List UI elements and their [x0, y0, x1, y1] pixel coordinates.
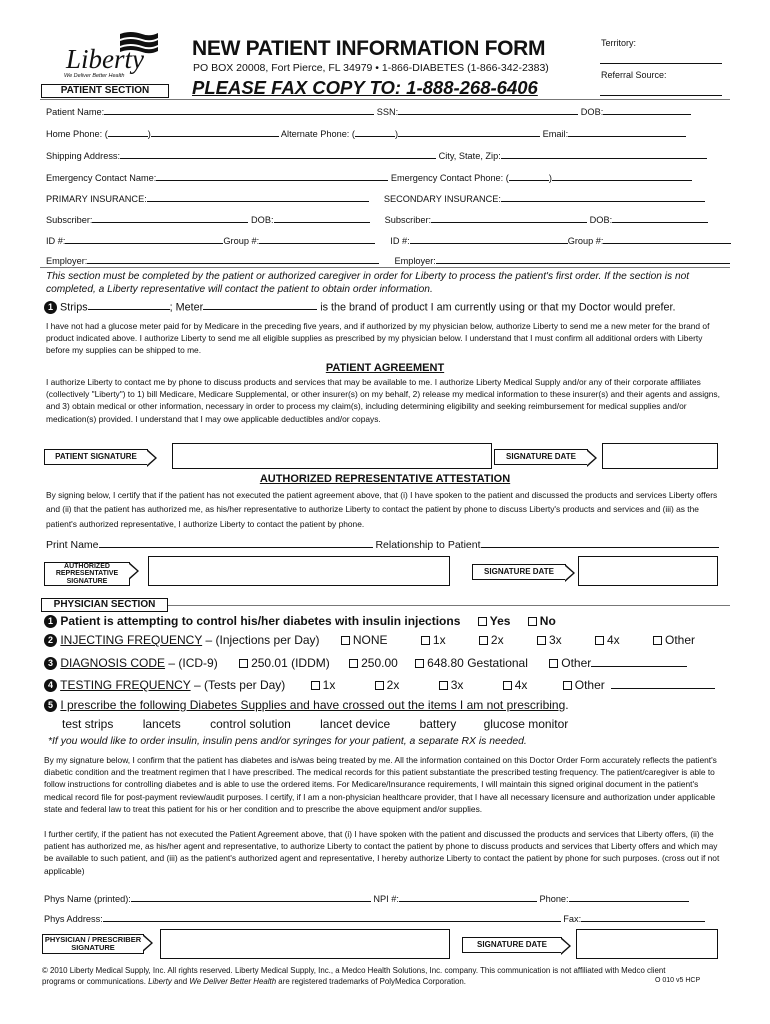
- diagnosis-code-row: [44, 656, 687, 670]
- diagnosis-code-label: DIAGNOSIS CODE: [60, 656, 166, 670]
- city-state-zip-label: City, State, Zip:: [438, 151, 501, 161]
- phys-address-row: [44, 913, 705, 924]
- patient-name-field[interactable]: [104, 106, 374, 115]
- secondary-insurance-label: SECONDARY INSURANCE:: [383, 194, 501, 204]
- home-phone-label: Home Phone: (: [46, 129, 108, 139]
- npi-field[interactable]: [399, 893, 537, 902]
- rep-signature-date-box[interactable]: [578, 556, 718, 586]
- alt-phone-label: Alternate Phone: (: [280, 129, 355, 139]
- employer2-field[interactable]: [436, 255, 730, 264]
- brand-tagline: We Deliver Better Health: [189, 977, 277, 986]
- strips-field[interactable]: [88, 301, 170, 310]
- divider: [40, 99, 730, 100]
- copyright-line-2: [42, 976, 732, 987]
- prescribe-statement: I prescribe the following Diabetes Supplies and have crossed out the items I am not prescribing: [60, 698, 566, 712]
- email-field[interactable]: [568, 128, 686, 137]
- brand-statement: is the brand of product I am currently using or that my Doctor would prefer.: [320, 301, 676, 314]
- ssn-field[interactable]: [398, 106, 578, 115]
- employer2-label: Employer:: [394, 256, 436, 266]
- brand-row: [44, 301, 675, 314]
- physician-certification: By my signature below, I confirm that the patient has diabetes and is/was being treated by me. All the information contained on this Doctor Order Form accurately reflects the patient's diabetic condition and the treatment regimen that I have prescribed. The medical records for this patient substantiate the prescribed testing frequency. The patient/caregiver is able to follow instructions for controlling diabetes and is able to use the ordered items. For Medicare/Insurance requirements, I will maintain this signed original document in the patient's medical record file for post-payment review/audit purposes. I certify, if I am a non-physician healthcare provider, that I have all necessary licensure and authorization under applicable state and federal law to treat this patient for his or her condition and to prescribe the above equipment and/or supplies.: [44, 755, 717, 814]
- shipping-row: [46, 150, 707, 161]
- insurance-header-row: [46, 193, 705, 204]
- dob-field[interactable]: [603, 106, 691, 115]
- supply-control-solution[interactable]: control solution: [210, 717, 291, 731]
- testing-other-checkbox[interactable]: [563, 681, 572, 690]
- rep-signature-date-label: SIGNATURE DATE: [472, 564, 566, 580]
- injecting-3x-checkbox[interactable]: [537, 636, 546, 645]
- completion-notice: This section must be completed by the patient or authorized caregiver in order for Liberty to process the patient's first order. If the section is not completed, a Liberty representative will contact the patient to obtain order information.: [46, 271, 690, 295]
- diag-other-field[interactable]: [591, 656, 687, 667]
- header-address: PO BOX 20008, Fort Pierce, FL 34979 • 1-866-DIABETES (1-866-342-2383): [193, 62, 549, 74]
- insulin-question-row: [44, 614, 556, 628]
- diag-250-00-checkbox[interactable]: [349, 659, 358, 668]
- and-text: and: [174, 977, 188, 986]
- physician-signature-date-label: SIGNATURE DATE: [462, 937, 562, 953]
- subscriber2-dob-label: DOB:: [589, 215, 613, 225]
- print-name-field[interactable]: [99, 539, 373, 548]
- number-3-icon: 3: [44, 657, 57, 670]
- option-label: 2x: [490, 633, 504, 647]
- print-name-label: Print Name: [46, 539, 99, 551]
- patient-section-label: PATIENT SECTION: [41, 84, 169, 98]
- copyright-line-1: © 2010 Liberty Medical Supply, Inc. All rights reserved. Liberty Medical Supply, Inc., a Medco Health Solutions, Inc. company. This communication is not affiliated with Medco client: [42, 966, 666, 975]
- supply-test-strips[interactable]: test strips: [62, 717, 114, 731]
- option-label: Other: [561, 656, 592, 670]
- supply-lancet-device[interactable]: lancet device: [320, 717, 391, 731]
- number-2-icon: 2: [44, 634, 57, 647]
- logo-tagline: We Deliver Better Health: [64, 73, 125, 79]
- option-label: 1x: [322, 678, 336, 692]
- city-state-zip-field[interactable]: [501, 150, 707, 159]
- emergency-name-field[interactable]: [156, 172, 388, 181]
- form-code: O 010 v5 HCP: [655, 977, 701, 984]
- subscriber2-label: Subscriber:: [384, 215, 432, 225]
- option-label: 250.01 (IDDM): [251, 656, 330, 670]
- relationship-field[interactable]: [481, 539, 719, 548]
- rep-signature-box[interactable]: [148, 556, 450, 586]
- emergency-name-label: Emergency Contact Name:: [46, 173, 157, 183]
- injecting-none-checkbox[interactable]: [341, 636, 350, 645]
- id-label: ID #:: [46, 236, 66, 246]
- number-5-icon: 5: [44, 699, 57, 712]
- subscriber2-dob-field[interactable]: [612, 214, 708, 223]
- supplies-list: [62, 717, 568, 731]
- dob-label: DOB:: [580, 107, 604, 117]
- patient-signature-label: PATIENT SIGNATURE: [44, 449, 148, 465]
- employer-field[interactable]: [87, 255, 379, 264]
- shipping-field[interactable]: [120, 150, 436, 159]
- patient-agreement-title: PATIENT AGREEMENT: [325, 362, 445, 374]
- subscriber-dob-label: DOB:: [251, 215, 274, 225]
- attestation-text: By signing below, I certify that if the patient has not executed the patient agreement above, that (i) I have spoken to the patient and discussed the products and services Liberty offers and (ii) that the patient has authorized me, as his/her representative to authorize Liberty to contact the patient by phone to discuss Liberty's products and services and (iii) as the patient's authorized representative, I authorize Liberty to contact the patient by phone.: [46, 490, 718, 529]
- group-field[interactable]: [259, 235, 375, 244]
- alt-phone-field[interactable]: [398, 128, 540, 137]
- testing-other-field[interactable]: [611, 678, 715, 689]
- print-name-row: [46, 539, 719, 551]
- yes-label: Yes: [489, 614, 511, 628]
- group2-label: Group #:: [567, 236, 604, 246]
- phone-row: Home Phone: ( ) Alternate Phone: ( ) Email:: [46, 128, 686, 139]
- phys-fax-label: Fax:: [563, 914, 582, 924]
- patient-agreement-text: I authorize Liberty to contact me by phone to discuss products and services that may be available to me. I authorize Liberty Medical Supply and/or any of their corporate affiliates (collectively "Liberty") to 1) bill Medicare, Medicare Supplemental, or other insurer(s) on my behalf, 2) release my medical information to these insurer(s) and their agents and assigns, and 3) obtain medical or other information, necessary in order to process my claim(s), including determining eligibility and seeking reimbursement for medical supplies and/or medication(s) provided. I understand that I may owe applicable deductibles and/or copays.: [46, 377, 720, 424]
- meter-label: ; Meter: [169, 301, 204, 314]
- testing-frequency-label: TESTING FREQUENCY: [60, 678, 191, 692]
- phys-name-row: [44, 893, 689, 904]
- alt-phone-area[interactable]: [355, 128, 395, 137]
- liberty-logo: [62, 30, 162, 82]
- number-1-icon: 1: [44, 301, 57, 314]
- injecting-frequency-suffix: – (Injections per Day): [205, 633, 320, 647]
- phys-name-field[interactable]: [131, 893, 371, 902]
- diag-other-checkbox[interactable]: [549, 659, 558, 668]
- meter-field[interactable]: [203, 301, 317, 310]
- subscriber-label: Subscriber:: [46, 215, 93, 225]
- logo-wordmark: Liberty: [66, 44, 144, 74]
- number-1-icon: 1: [44, 615, 57, 628]
- diagnosis-code-suffix: – (ICD-9): [168, 656, 218, 670]
- diag-250-01-checkbox[interactable]: [239, 659, 248, 668]
- insulin-question: Patient is attempting to control his/her diabetes with insulin injections: [60, 614, 461, 628]
- injecting-frequency-row: [44, 633, 695, 647]
- subscriber-field[interactable]: [92, 214, 248, 223]
- number-4-icon: 4: [44, 679, 57, 692]
- patient-signature-date-label: SIGNATURE DATE: [494, 449, 588, 465]
- referral-source-field[interactable]: [600, 95, 722, 96]
- subscriber-row: [46, 214, 708, 225]
- testing-2x-checkbox[interactable]: [375, 681, 384, 690]
- patient-name-row: [46, 106, 691, 117]
- supply-battery[interactable]: battery: [419, 717, 457, 731]
- phys-phone-field[interactable]: [569, 893, 689, 902]
- option-label: 250.00: [361, 656, 398, 670]
- form-title: NEW PATIENT INFORMATION FORM: [192, 37, 546, 60]
- insulin-note: *If you would like to order insulin, insulin pens and/or syringes for your patient, a separate RX is needed.: [48, 736, 527, 747]
- injecting-other-checkbox[interactable]: [653, 636, 662, 645]
- relationship-label: Relationship to Patient: [375, 539, 481, 551]
- option-label: 3x: [450, 678, 464, 692]
- subscriber2-field[interactable]: [431, 214, 587, 223]
- home-phone-field[interactable]: [151, 128, 279, 137]
- strips-label: Strips: [60, 301, 88, 314]
- rep-signature-label: AUTHORIZED REPRESENTATIVE SIGNATURE: [44, 562, 130, 586]
- primary-insurance-field[interactable]: [147, 193, 369, 202]
- employer-row: [46, 255, 730, 266]
- emergency-phone-field[interactable]: [552, 172, 692, 181]
- testing-frequency-suffix: – (Tests per Day): [193, 678, 286, 692]
- id2-field[interactable]: [410, 235, 568, 244]
- id2-label: ID #:: [390, 236, 410, 246]
- physician-signature-box[interactable]: [160, 929, 450, 959]
- emergency-phone-area[interactable]: [509, 172, 549, 181]
- patient-signature-box[interactable]: [172, 443, 492, 469]
- territory-field[interactable]: [600, 63, 722, 64]
- option-label: Other: [665, 633, 696, 647]
- physician-signature-date-box[interactable]: [576, 929, 718, 959]
- yes-checkbox[interactable]: [478, 617, 487, 626]
- physician-further-certification: I further certify, if the patient has not executed the Patient Agreement above, that (i) I have spoken with the patient and discussed the products and services that Liberty offers, (ii) the patient has authorized me, as his/her agent and representative, to authorize Liberty to contact the patient by phone to discuss products and services that Liberty offers and which may be available to such patient, and (iii) as the patient's authorized agent and representative, I hereby authorize Liberty to contact the patient by phone for such purposes. (cross out if not applicable): [44, 829, 720, 876]
- phys-phone-label: Phone:: [539, 894, 569, 904]
- testing-4x-checkbox[interactable]: [503, 681, 512, 690]
- emergency-row: Emergency Contact Name: Emergency Contact Phone: ( ): [46, 172, 692, 183]
- supply-lancets[interactable]: lancets: [142, 717, 181, 731]
- patient-name-label: Patient Name:: [46, 107, 105, 117]
- meter-paragraph: I have not had a glucose meter paid for by Medicare in the preceding five years, and if authorized by my physician below, authorize Liberty to send me a new meter for the brand of product indicated above. I authorize Liberty to send me all eligible supplies as prescribed by my physician below. I understand that I must confirm all additional orders with Liberty before my supplies can be shipped to me.: [46, 321, 710, 356]
- divider: [40, 267, 730, 268]
- fax-line: PLEASE FAX COPY TO: 1-888-268-6406: [192, 77, 538, 98]
- group2-field[interactable]: [603, 235, 731, 244]
- testing-1x-checkbox[interactable]: [311, 681, 320, 690]
- subscriber-dob-field[interactable]: [274, 214, 370, 223]
- attestation-title: AUTHORIZED REPRESENTATIVE ATTESTATION: [259, 473, 511, 485]
- phys-address-field[interactable]: [103, 913, 561, 922]
- injecting-1x-checkbox[interactable]: [421, 636, 430, 645]
- territory-label: Territory:: [601, 38, 637, 48]
- home-phone-area[interactable]: [108, 128, 148, 137]
- physician-signature-label: PHYSICIAN / PRESCRIBER SIGNATURE: [42, 934, 144, 954]
- brand-liberty: Liberty: [148, 977, 172, 986]
- email-label: Email:: [542, 129, 569, 139]
- id-row: [46, 235, 731, 246]
- option-label: 3x: [548, 633, 562, 647]
- phys-name-label: Phys Name (printed):: [44, 894, 131, 904]
- emergency-phone-label: Emergency Contact Phone: (: [390, 173, 509, 183]
- physician-section-label: PHYSICIAN SECTION: [41, 598, 168, 612]
- group-label: Group #:: [223, 236, 260, 246]
- option-label: Other: [574, 678, 605, 692]
- footer-copyright: [42, 965, 732, 987]
- prescribe-row: 5 I prescribe the following Diabetes Supplies and have crossed out the items I am not prescribing.: [44, 698, 569, 712]
- testing-3x-checkbox[interactable]: [439, 681, 448, 690]
- no-checkbox[interactable]: [528, 617, 537, 626]
- phys-address-label: Phys Address:: [44, 914, 103, 924]
- option-label: 4x: [606, 633, 620, 647]
- ssn-label: SSN:: [376, 107, 399, 117]
- option-label: 4x: [514, 678, 528, 692]
- npi-label: NPI #:: [373, 894, 399, 904]
- testing-frequency-row: [44, 678, 715, 692]
- option-label: 648.80 Gestational: [427, 656, 528, 670]
- shipping-label: Shipping Address:: [46, 151, 121, 161]
- injecting-4x-checkbox[interactable]: [595, 636, 604, 645]
- option-label: NONE: [352, 633, 388, 647]
- supply-glucose-monitor[interactable]: glucose monitor: [483, 717, 569, 731]
- trademark-text: are registered trademarks of PolyMedica Corporation.: [278, 977, 467, 986]
- option-label: 1x: [432, 633, 446, 647]
- employer-label: Employer:: [46, 256, 88, 266]
- phys-fax-field[interactable]: [581, 913, 705, 922]
- diag-648-80-checkbox[interactable]: [415, 659, 424, 668]
- primary-insurance-label: PRIMARY INSURANCE:: [46, 194, 147, 204]
- divider: [168, 605, 730, 606]
- injecting-frequency-label: INJECTING FREQUENCY: [60, 633, 203, 647]
- secondary-insurance-field[interactable]: [501, 193, 705, 202]
- copyright-line-2-text: programs or communications.: [42, 977, 146, 986]
- patient-signature-date-box[interactable]: [602, 443, 718, 469]
- id-field[interactable]: [65, 235, 223, 244]
- no-label: No: [539, 614, 556, 628]
- referral-source-label: Referral Source:: [601, 70, 667, 80]
- injecting-2x-checkbox[interactable]: [479, 636, 488, 645]
- option-label: 2x: [386, 678, 400, 692]
